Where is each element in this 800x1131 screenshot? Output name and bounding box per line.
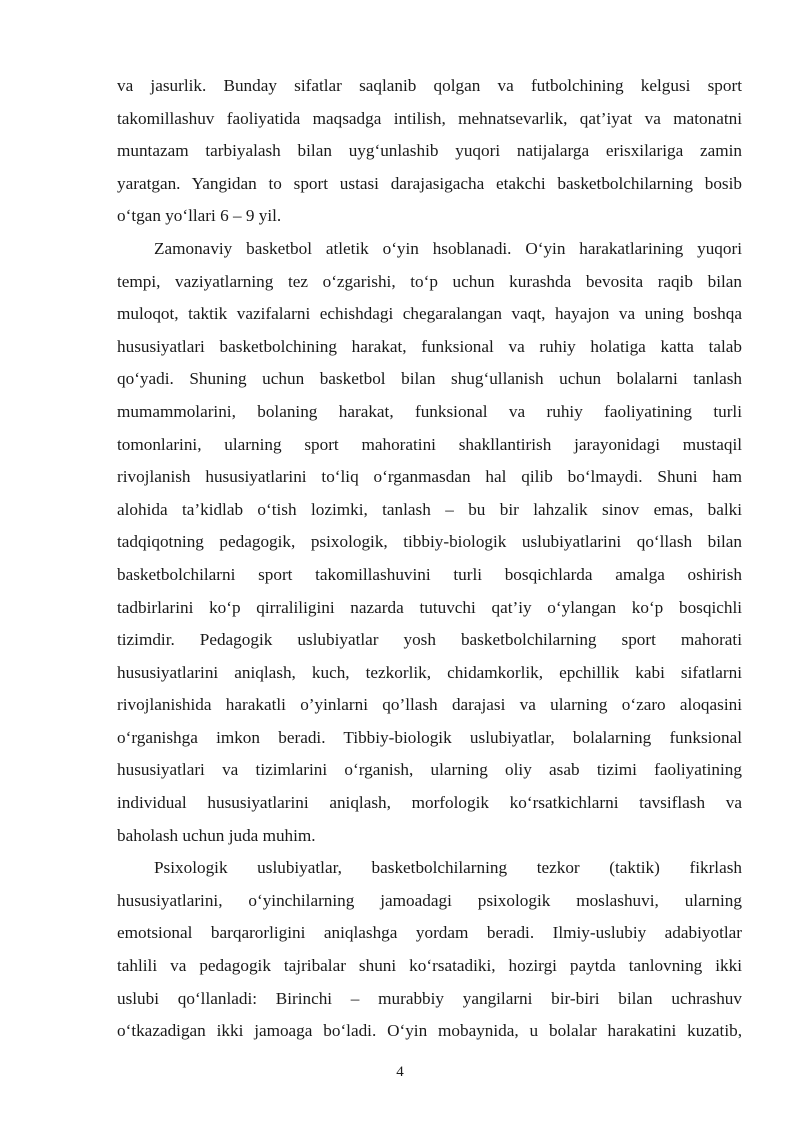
text-line: hususiyatlari basketbolchining harakat, funksional va ruhiy holatiga katta talab	[117, 336, 742, 356]
paragraph	[117, 852, 742, 1048]
text-line: va jasurlik. Bunday sifatlar saqlanib qolgan va futbolchining kelgusi sport	[117, 76, 742, 95]
text-line: tadbirlarini ko‘p qirraliligini nazarda tutuvchi qat’iy o‘ylangan ko‘p bosqichli	[117, 597, 742, 617]
text-line: uslubi qo‘llanladi: Birinchi – murabbiy yangilarni bir-biri bilan uchrashuv	[117, 988, 742, 1008]
text-line: tomonlarini, ularning sport mahoratini shakllantirish jarayonidagi mustaqil	[117, 434, 742, 454]
text-line: qo‘yadi. Shuning uchun basketbol bilan shug‘ullanish uchun bolalarni tanlash	[117, 369, 742, 389]
text-line: hususiyatlarini aniqlash, kuch, tezkorlik, chidamkorlik, epchillik kabi sifatlarni	[117, 662, 742, 682]
text-line: mumammolarini, bolaning harakat, funksional va ruhiy faoliyatining turli	[117, 401, 742, 421]
page-number: 4	[396, 1064, 404, 1080]
document-page	[117, 70, 742, 1048]
text-line: hususiyatlari va tizimlarini o‘rganish, ularning oliy asab tizimi faoliyatining	[117, 760, 742, 780]
text-line: muntazam tarbiyalash bilan uyg‘unlashib yuqori natijalarga erisxilariga zamin	[117, 141, 742, 161]
text-line: tempi, vaziyatlarning tez o‘zgarishi, to‘p uchun kurashda bevosita raqib bilan	[117, 271, 742, 291]
text-line: tahlili va pedagogik tajribalar shuni ko‘rsatadiki, hozirgi paytda tanlovning ikki	[117, 956, 742, 976]
text-line: o‘rganishga imkon beradi. Tibbiy-biologik uslubiyatlar, bolalarning funksional	[117, 727, 742, 747]
text-line: alohida ta’kidlab o‘tish lozimki, tanlash – bu bir lahzalik sinov emas, balki	[117, 499, 742, 519]
text-line: o‘tgan yo‘llari 6 – 9 yil.	[117, 206, 282, 226]
text-line: Psixologik uslubiyatlar, basketbolchilarning tezkor (taktik) fikrlash	[154, 858, 742, 878]
text-line: rivojlanish hususiyatlarini to‘liq o‘rganmasdan hal qilib bo‘lmaydi. Shuni ham	[117, 467, 742, 487]
text-line: Zamonaviy basketbol atletik o‘yin hsoblanadi. O‘yin harakatlarining yuqori	[154, 238, 742, 258]
text-line: tadqiqotning pedagogik, psixologik, tibbiy-biologik uslubiyatlarini qo‘llash bilan	[117, 532, 742, 552]
text-line: rivojlanishida harakatli o’yinlarni qo’llash darajasi va ularning o‘zaro aloqasini	[117, 695, 742, 715]
text-line: yaratgan. Yangidan to sport ustasi darajasigacha etakchi basketbolchilarning bosib	[117, 173, 742, 193]
text-line: muloqot, taktik vazifalarni echishdagi chegaralangan vaqt, hayajon va uning boshqa	[117, 304, 742, 324]
text-line: emotsional barqarorligini aniqlashga yordam beradi. Ilmiy-uslubiy adabiyotlar	[117, 923, 742, 943]
paragraph	[117, 233, 742, 852]
paragraph	[117, 70, 742, 233]
text-line: hususiyatlarini, o‘yinchilarning jamoadagi psixologik moslashuvi, ularning	[117, 890, 742, 910]
text-line: o‘tkazadigan ikki jamoaga bo‘ladi. O‘yin mobaynida, u bolalar harakatini kuzatib,	[117, 1021, 742, 1041]
text-line: takomillashuv faoliyatida maqsadga intilish, mehnatsevarlik, qat’iyat va matonatni	[117, 108, 742, 128]
text-line: tizimdir. Pedagogik uslubiyatlar yosh basketbolchilarning sport mahorati	[117, 630, 742, 650]
text-line: basketbolchilarni sport takomillashuvini turli bosqichlarda amalga oshirish	[117, 564, 742, 584]
text-line: individual hususiyatlarini aniqlash, morfologik ko‘rsatkichlarni tavsiflash va	[117, 793, 742, 813]
text-line: baholash uchun juda muhim.	[117, 825, 316, 845]
